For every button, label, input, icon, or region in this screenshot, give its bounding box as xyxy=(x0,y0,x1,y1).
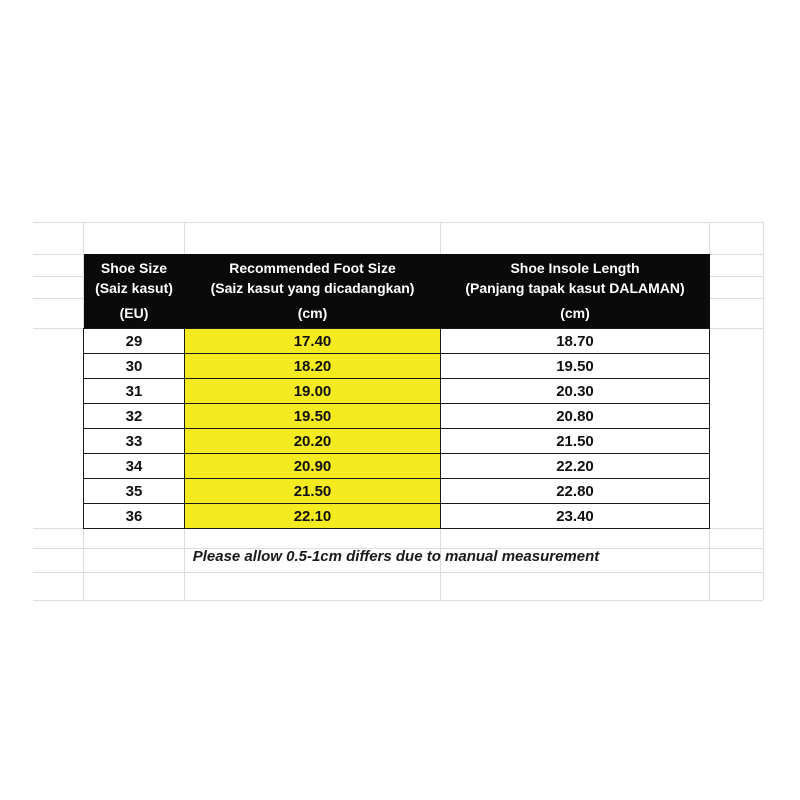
header-insole-length-unit: (cm) xyxy=(441,298,710,329)
table-row xyxy=(84,329,710,354)
cell-foot-size: 19.50 xyxy=(185,404,441,429)
table-body xyxy=(84,329,710,529)
cell-foot-size: 21.50 xyxy=(185,479,441,504)
cell-foot-size: 22.10 xyxy=(185,504,441,529)
table-row xyxy=(84,429,710,454)
measurement-note: Please allow 0.5-1cm differs due to manual measurement xyxy=(192,548,600,565)
grid-line xyxy=(33,572,763,573)
header-row xyxy=(84,298,710,329)
cell-shoe-size: 35 xyxy=(84,479,185,504)
cell-foot-size: 20.20 xyxy=(185,429,441,454)
cell-foot-size: 18.20 xyxy=(185,354,441,379)
cell-insole-length: 20.80 xyxy=(441,404,710,429)
header-foot-size-malay: (Saiz kasut yang dicadangkan) xyxy=(185,278,441,298)
grid-line xyxy=(33,222,763,223)
table-row xyxy=(84,479,710,504)
cell-insole-length: 23.40 xyxy=(441,504,710,529)
cell-shoe-size: 32 xyxy=(84,404,185,429)
cell-insole-length: 20.30 xyxy=(441,379,710,404)
table-row xyxy=(84,454,710,479)
header-insole-length-malay: (Panjang tapak kasut DALAMAN) xyxy=(441,278,710,298)
header-insole-length: Shoe Insole Length xyxy=(441,254,710,278)
header-foot-size-unit: (cm) xyxy=(185,298,441,329)
header-shoe-size: Shoe Size xyxy=(84,254,185,278)
cell-insole-length: 19.50 xyxy=(441,354,710,379)
table-row xyxy=(84,504,710,529)
cell-insole-length: 18.70 xyxy=(441,329,710,354)
header-recommended-foot-size: Recommended Foot Size xyxy=(185,254,441,278)
cell-foot-size: 19.00 xyxy=(185,379,441,404)
cell-shoe-size: 33 xyxy=(84,429,185,454)
cell-shoe-size: 29 xyxy=(84,329,185,354)
cell-shoe-size: 30 xyxy=(84,354,185,379)
cell-foot-size: 20.90 xyxy=(185,454,441,479)
cell-insole-length: 22.20 xyxy=(441,454,710,479)
grid-line xyxy=(763,222,764,600)
header-shoe-size-unit: (EU) xyxy=(84,298,185,329)
header-shoe-size-malay: (Saiz kasut) xyxy=(84,278,185,298)
header-row xyxy=(84,278,710,298)
table-row xyxy=(84,404,710,429)
grid-line xyxy=(33,600,763,601)
table-row xyxy=(84,354,710,379)
cell-shoe-size: 34 xyxy=(84,454,185,479)
cell-insole-length: 21.50 xyxy=(441,429,710,454)
header-row xyxy=(84,254,710,278)
cell-shoe-size: 31 xyxy=(84,379,185,404)
table-row xyxy=(84,379,710,404)
cell-insole-length: 22.80 xyxy=(441,479,710,504)
size-chart-table xyxy=(83,254,710,529)
cell-shoe-size: 36 xyxy=(84,504,185,529)
cell-foot-size: 17.40 xyxy=(185,329,441,354)
table-header xyxy=(84,254,710,329)
